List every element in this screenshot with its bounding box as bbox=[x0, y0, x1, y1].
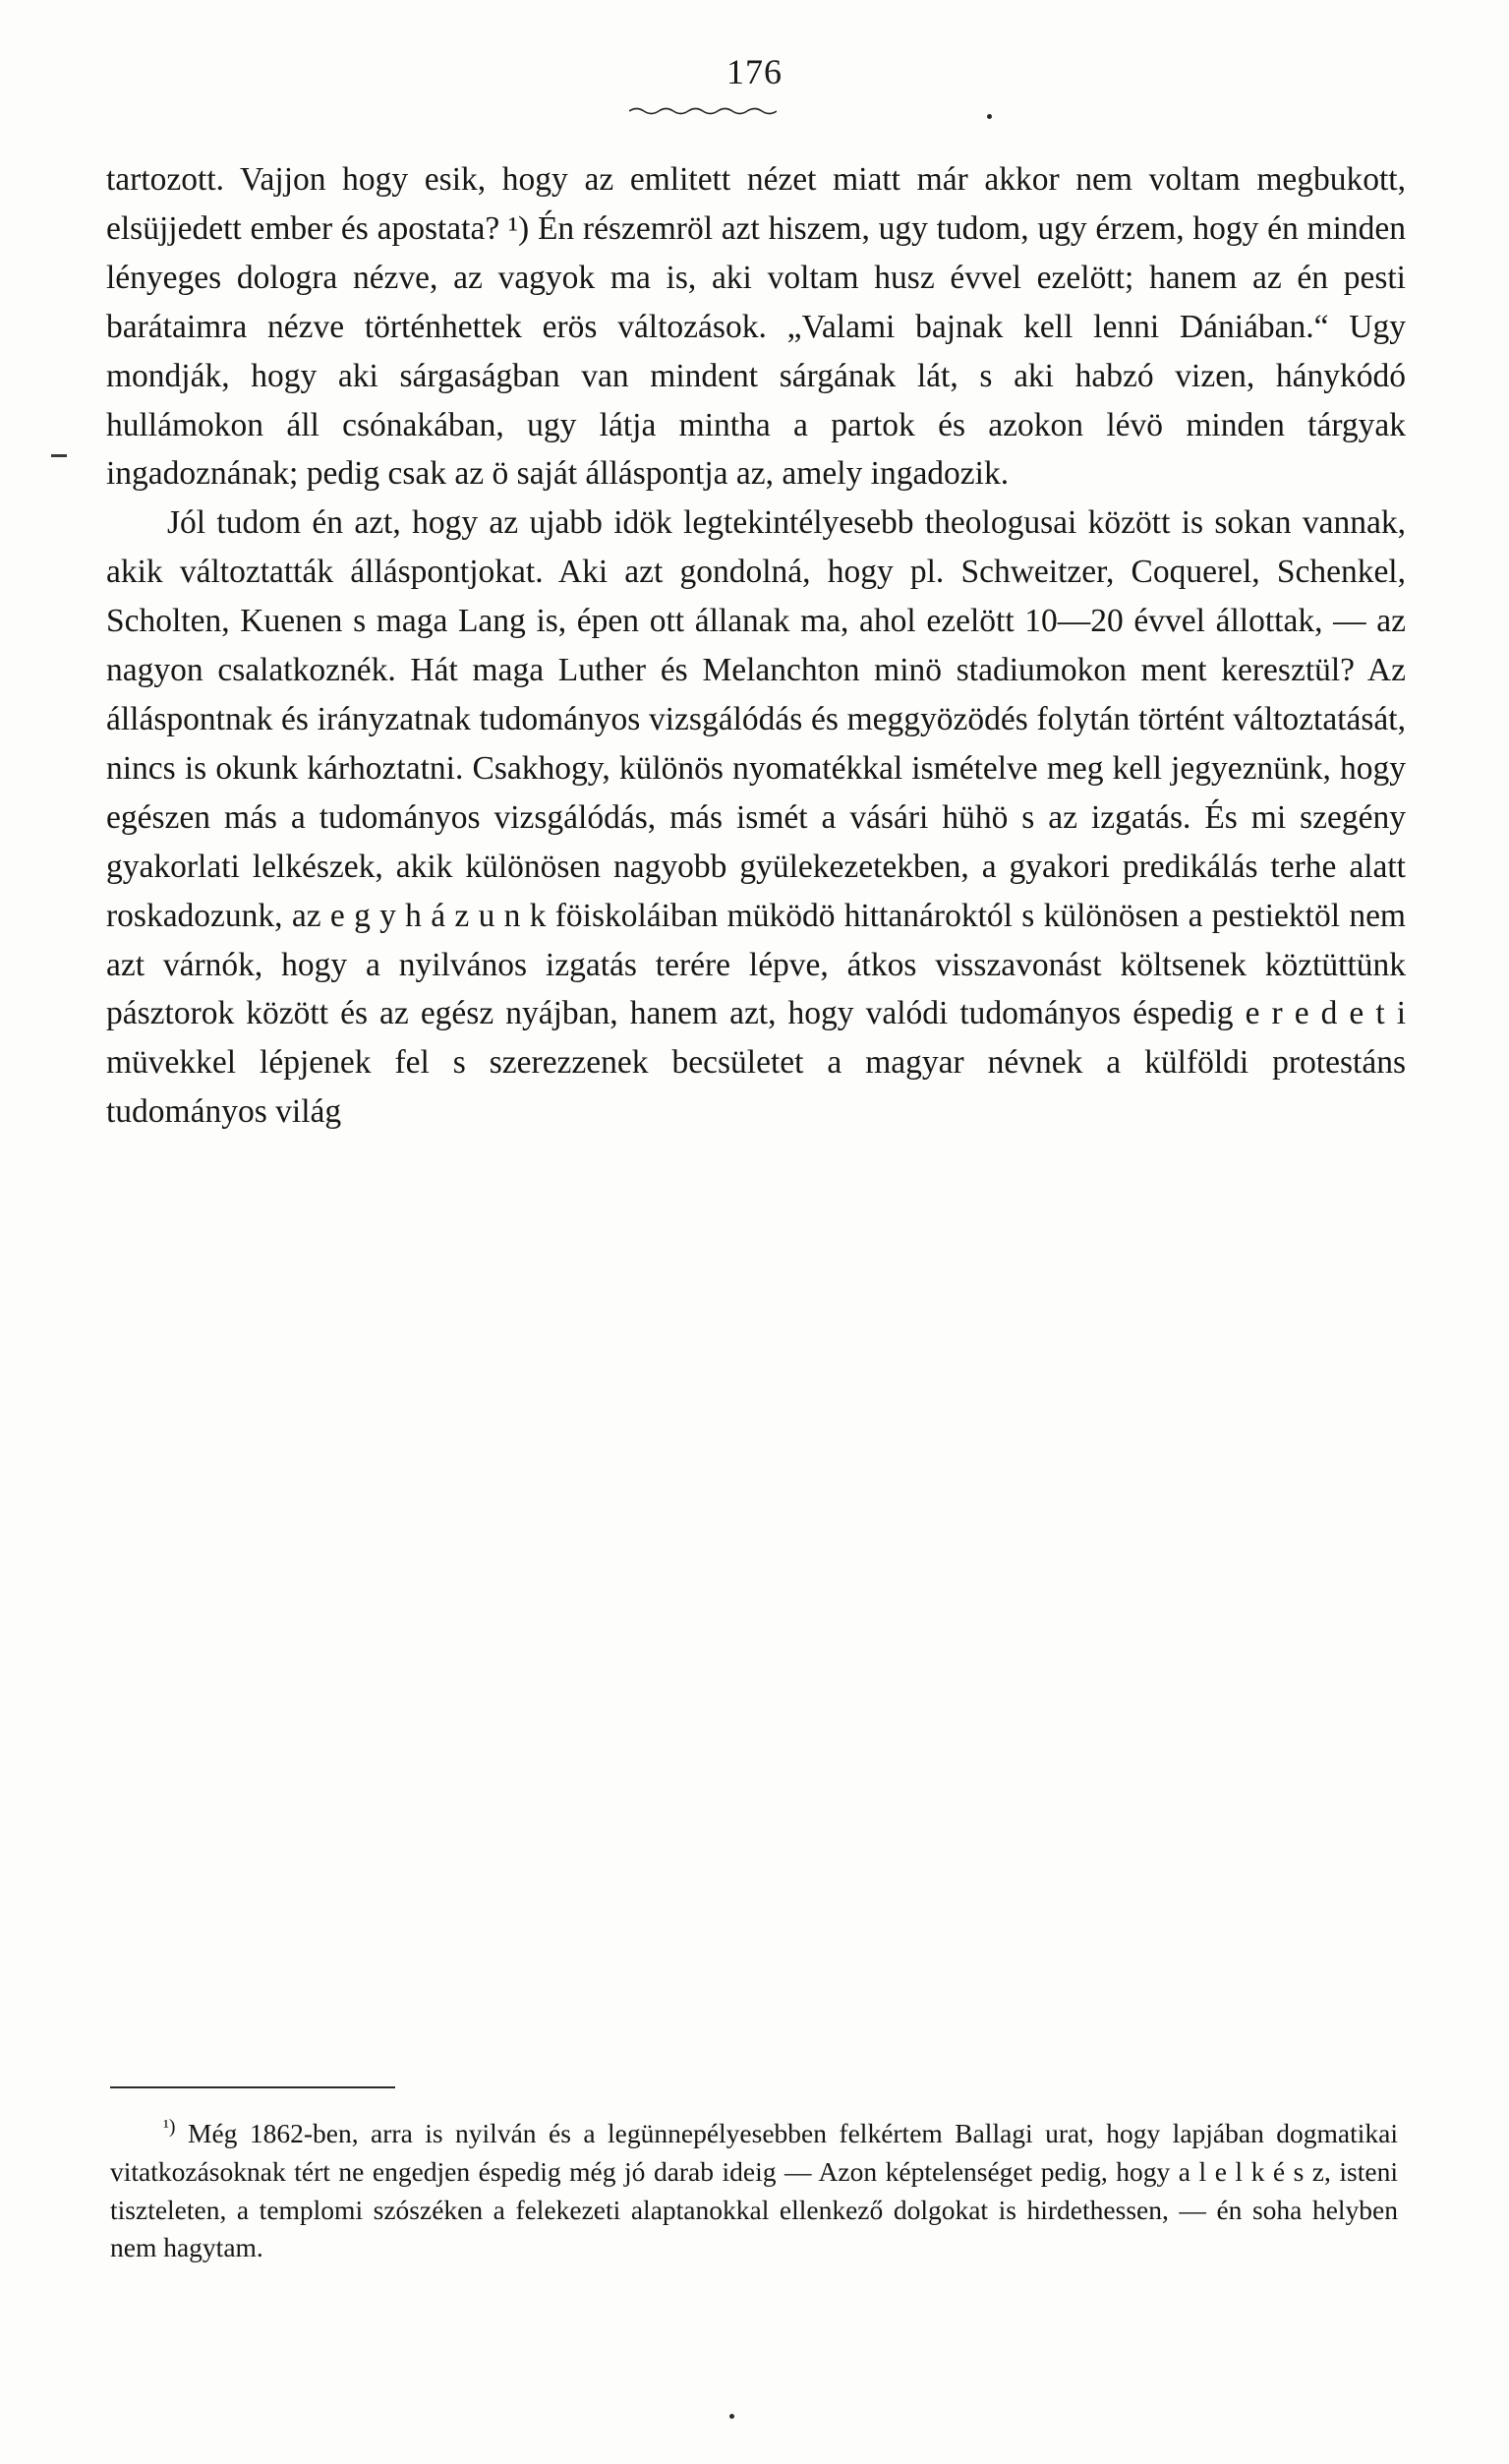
body-text bbox=[106, 155, 1406, 1137]
paragraph-1: tartozott. Vajjon hogy esik, hogy az emlitett nézet miatt már akkor nem voltam megbukott, elsüjjedett ember és apostata? ¹) Én részemröl azt hiszem, ugy tudom, ugy érzem, hogy én minden lényeges dologra nézve, az vagyok ma is, aki voltam husz évvel ezelött; hanem az én pesti barátaimra nézve történhettek erös változások. „Valami bajnak kell lenni Dániában.“ Ugy mondják, hogy aki sárgaságban van mindent sárgának lát, s aki habzó vizen, hánykódó hullámokon áll csónakában, ugy látja mintha a partok és azokon lévö minden tárgyak ingadoznának; pedig csak az ö saját álláspontja az, amely ingadozik. bbox=[106, 161, 1406, 493]
page-number: 176 bbox=[726, 52, 783, 91]
stray-ink-dot-top bbox=[987, 114, 992, 119]
footnote-marker: ¹) bbox=[163, 2116, 176, 2138]
stray-ink-dash-left bbox=[51, 454, 67, 457]
paragraph-2: Jól tudom én azt, hogy az ujabb idök legtekintélyesebb theologusai között is sokan vannak, akik változtatták álláspontjokat. Aki azt gondolná, hogy pl. Schweitzer, Coquerel, Schenkel, Scholten, Kuenen s maga Lang is, épen ott állanak ma, ahol ezelött 10—20 évvel állottak, — az nagyon csalatkoznék. Hát maga Luther és Melanchton minö stadiumokon ment keresztül? Az álláspontnak és irányzatnak tudományos vizsgálódás és meggyözödés folytán történt változtatását, nincs is okunk kárhoztatni. Csakhogy, különös nyomatékkal ismételve meg kell jegyeznünk, hogy egészen más a tudományos vizsgálódás, más ismét a vásári hühö s az izgatás. És mi szegény gyakorlati lelkészek, akik különösen nagyobb gyülekezetekben, a gyakori predikálás terhe alatt roskadozunk, az e g y h á z u n k föiskoláiban müködö hittanároktól s különösen a pestiektöl nem azt várnók, hogy a nyilvános izgatás terére lépve, átkos visszavonást költsenek köztüttünk pásztorok között és az egész nyájban, hanem azt, hogy valódi tudományos éspedig e r e d e t i müvekkel lépjenek fel s szerezzenek becsületet a magyar névnek a külföldi protestáns tudományos világ bbox=[106, 504, 1406, 1131]
footnote-text bbox=[110, 2114, 1398, 2267]
stray-ink-dot-bottom bbox=[729, 2414, 734, 2419]
footnote-body: Még 1862-ben, arra is nyilván és a legünnepélyesebben felkértem Ballagi urat, hogy lapjában dogmatikai vitatkozásoknak tért ne engedjen éspedig még jó darab ideig — Azon képtelenséget pedig, hogy a l e l k é s z, isteni tiszteleten, a templomi szószéken a felekezeti alaptanokkal ellenkező dolgokat is hirdethessen, — én soha helyben nem hagytam. bbox=[110, 2118, 1399, 2263]
decorative-wavy-rule bbox=[629, 106, 777, 116]
footnote-block bbox=[110, 2114, 1398, 2267]
footnote-separator bbox=[110, 2086, 395, 2088]
